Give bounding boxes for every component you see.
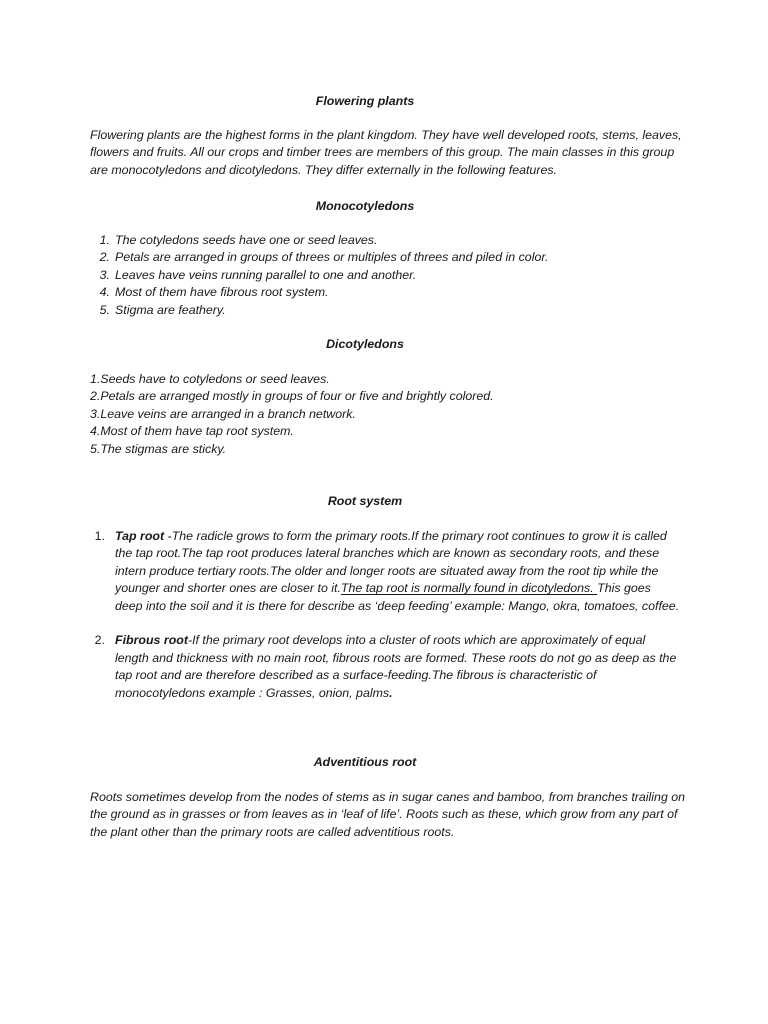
- list-number: 3.: [99, 267, 110, 282]
- list-item-text: Most of them have fibrous root system.: [115, 285, 329, 300]
- adventitious-paragraph: Roots sometimes develop from the nodes of stems as in sugar canes and bamboo, from branches trailing on the ground as in grasses or from leaves as in ‘leaf of life’. Roots such as these, which grow from any part of the plant other than the primary roots are called adventitious roots.: [90, 790, 686, 839]
- list-item: 1.Seeds have to cotyledons or seed leaves.: [90, 372, 330, 386]
- list-number: 2.: [94, 633, 105, 648]
- monocot-heading: Monocotyledons: [315, 199, 415, 213]
- list-number: 1.: [99, 233, 110, 247]
- page-title: Flowering plants: [315, 94, 415, 108]
- list-item-text: The cotyledons seeds have one or seed leaves.: [115, 233, 378, 247]
- intro-paragraph: Flowering plants are the highest forms in the plant kingdom. They have well developed roots, stems, leaves, flowers and fruits. All our crops and timber trees are members of this group. The main classes in this group are monocotyledons and dicotyledons. They differ externally in the following features.: [90, 128, 682, 177]
- list-item: [90, 267, 690, 284]
- list-item: 4.Most of them have tap root system.: [90, 424, 294, 439]
- root-system-list: [90, 528, 680, 702]
- list-number: 1.: [94, 529, 105, 543]
- tap-root-underlined-text: The tap root is normally found in dicotyledons.: [340, 581, 598, 596]
- list-item: [90, 232, 690, 249]
- list-item: [90, 284, 690, 301]
- root-system-heading: Root system: [327, 494, 403, 508]
- tap-root-text-end: This goes deep into the soil and it is there for describe as ‘deep feeding’ example: Mango, okra, tomatoes, coffee.: [115, 581, 680, 613]
- monocot-list: [90, 232, 690, 319]
- list-item-text: Stigma are feathery.: [115, 302, 226, 317]
- dicot-heading: Dicotyledons: [326, 337, 404, 351]
- list-number: 5.: [99, 302, 110, 317]
- fibrous-root-text: -If the primary root develops into a cluster of roots which are approximately of equal length and thickness with no main root, fibrous roots are formed. These roots do not go as deep as the tap root and are therefore described as a surface-feeding.The fibrous is characteristic of monocotyledons example : Grasses, onion, palms: [115, 633, 677, 700]
- list-item-text: Leaves have veins running parallel to one and another.: [115, 267, 417, 282]
- tap-root-text: -The radicle grows to form the primary roots.If the primary root continues to grow it is called the tap root.The tap root produces lateral branches which are known as secondary roots, and these intern produce tertiary roots.The older and longer roots are situated away from the root tip while the younger and shorter ones are closer to it.: [115, 529, 667, 596]
- list-item: [90, 302, 690, 319]
- term-fibrous-root: Fibrous root: [115, 633, 188, 648]
- list-item-text: Petals are arranged in groups of threes or multiples of threes and piled in color.: [115, 250, 549, 265]
- list-item-fibrous-root: [90, 632, 680, 702]
- fibrous-root-text-end: .: [389, 685, 393, 700]
- dicot-list: [90, 371, 690, 458]
- list-item: [90, 249, 690, 266]
- list-item: 5.The stigmas are sticky.: [90, 441, 227, 456]
- list-number: 2.: [99, 250, 110, 265]
- list-item: 3.Leave veins are arranged in a branch network.: [90, 406, 356, 421]
- term-tap-root: Tap root: [115, 529, 165, 543]
- list-item-tap-root: [90, 528, 680, 615]
- adventitious-heading: Adventitious root: [313, 755, 417, 769]
- list-item: 2.Petals are arranged mostly in groups of four or five and brightly colored.: [90, 389, 494, 404]
- list-number: 4.: [99, 285, 110, 300]
